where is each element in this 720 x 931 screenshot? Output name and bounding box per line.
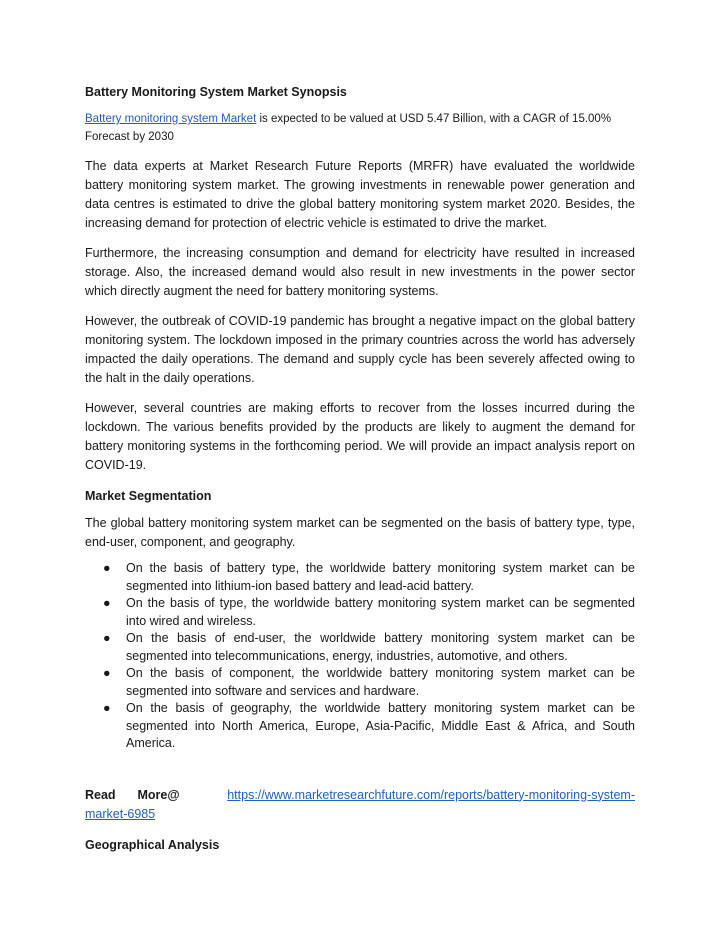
read-more-label: Read More@ (85, 787, 180, 802)
list-item (85, 595, 635, 630)
list-item (85, 700, 635, 753)
bullet-icon: ● (103, 701, 111, 715)
paragraph-consumption: Furthermore, the increasing consumption and demand for electricity have resulted in increased storage. Also, the increased demand would also result in new investments in the power sector which directly augment the need for battery monitoring systems. (85, 246, 635, 298)
list-item-text: On the basis of geography, the worldwide battery monitoring system market can be segmented into North America, Europe, Asia-Pacific, Middle East & Africa, and South America. (126, 701, 635, 750)
read-more-link[interactable]: https://www.marketresearchfuture.com/reports/battery-monitoring-system-market-6985 (85, 787, 635, 821)
read-more-line (85, 786, 635, 824)
list-item-text: On the basis of component, the worldwide battery monitoring system market can be segmented into software and services and hardware. (126, 666, 635, 698)
bullet-icon: ● (103, 596, 111, 610)
bullet-icon: ● (103, 666, 111, 680)
document-page (85, 82, 635, 855)
segmentation-heading: Market Segmentation (85, 489, 212, 503)
paragraph-mrfr: The data experts at Market Research Future Reports (MRFR) have evaluated the worldwide battery monitoring system market. The growing investments in renewable power generation and data centres is estimated to drive the global battery monitoring system market 2020. Besides, the increasing demand for protection of electric vehicle is estimated to drive the market. (85, 159, 635, 230)
page-title: Battery Monitoring System Market Synopsis (85, 85, 347, 99)
list-item-text: On the basis of battery type, the worldwide battery monitoring system market can be segmented into lithium-ion based battery and lead-acid battery. (126, 561, 635, 593)
paragraph-covid-impact: However, the outbreak of COVID-19 pandemic has brought a negative impact on the global battery monitoring system. The lockdown imposed in the primary countries across the world has adversely impacted the daily operations. The demand and supply cycle has been severely affected owing to the halt in the daily operations. (85, 314, 635, 385)
intro-paragraph (85, 110, 635, 146)
segmentation-intro: The global battery monitoring system market can be segmented on the basis of battery type, type, end-user, component, and geography. (85, 516, 635, 549)
bullet-icon: ● (103, 631, 111, 645)
bullet-icon: ● (103, 561, 111, 575)
paragraph-recovery: However, several countries are making efforts to recover from the losses incurred during the lockdown. The various benefits provided by the products are likely to augment the demand for battery monitoring systems in the forthcoming period. We will provide an impact analysis report on COVID-19. (85, 401, 635, 472)
intro-text: is expected to be valued at USD 5.47 Billion, with a CAGR of 15.00% Forecast by 2030 (85, 113, 612, 143)
list-item-text: On the basis of type, the worldwide battery monitoring system market can be segmented into wired and wireless. (126, 596, 635, 628)
list-item (85, 560, 635, 595)
market-link[interactable]: Battery monitoring system Market (85, 113, 257, 125)
list-item (85, 630, 635, 665)
list-item-text: On the basis of end-user, the worldwide battery monitoring system market can be segmented into telecommunications, energy, industries, automotive, and others. (126, 631, 635, 663)
geographical-analysis-heading: Geographical Analysis (85, 837, 220, 852)
list-item (85, 665, 635, 700)
segmentation-list (85, 560, 635, 753)
